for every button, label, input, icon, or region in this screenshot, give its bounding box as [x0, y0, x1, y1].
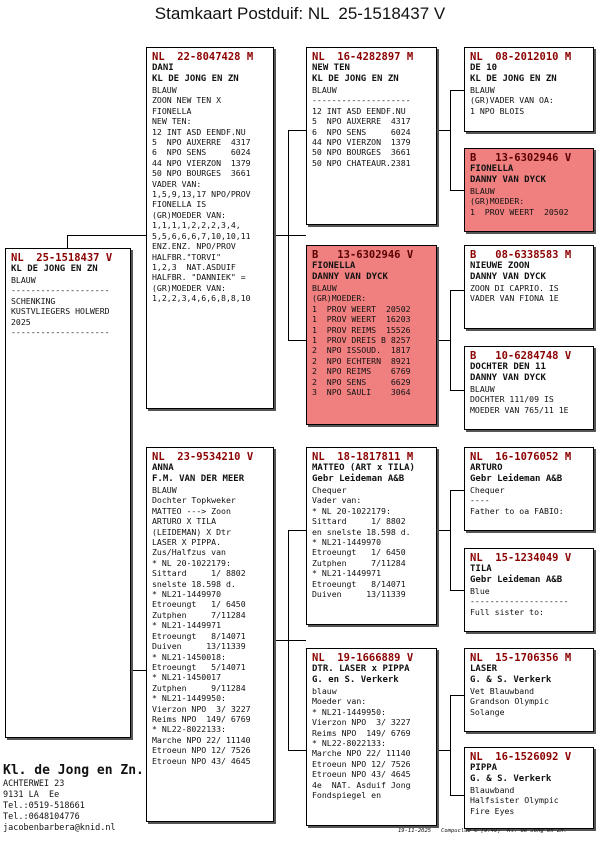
info-line: 1,5,9,13,17 NPO/PROV	[152, 189, 251, 200]
info-line: 44 NPO VIERZON 1379	[152, 157, 251, 168]
info-line: Solange	[470, 706, 505, 717]
ring-number: NL 15-1234049 V	[470, 552, 572, 564]
breeder-name: Gebr Leideman A&B	[470, 474, 563, 484]
info-line: 5 NPO AUXERRE 4317	[152, 137, 251, 148]
info-line: 1 PROV WEERT 20502	[312, 303, 411, 314]
info-line: * NL21-1450017	[152, 672, 222, 683]
breeder-name: DANNY VAN DYCK	[470, 175, 546, 185]
info-line: HALFBR. "DANNIEK" =	[152, 272, 246, 283]
breeder-name: DANNY VAN DYCK	[470, 272, 546, 282]
info-line: VADER VAN FIONA 1E	[470, 293, 559, 304]
ring-number: NL 25-1518437 V	[11, 252, 113, 264]
connector-line	[288, 340, 306, 341]
info-line: Fire Eyes	[470, 805, 515, 816]
info-line: BLAUW	[470, 384, 495, 394]
breeder-name: KL DE JONG EN ZN	[470, 74, 557, 84]
ring-number: B 13-6302946 V	[312, 249, 414, 261]
info-line: Dochter Topkweker	[152, 495, 236, 506]
pigeon-card-ff	[306, 47, 437, 225]
pigeon-card-fm	[306, 245, 437, 425]
info-line: MATTEO ---> Zoon	[152, 505, 231, 516]
info-line: 1,1,1,1,2,2,2,3,4,	[152, 220, 241, 231]
breeder-name: G. & S. Verkerk	[470, 675, 552, 685]
connector-line	[450, 590, 464, 591]
info-line: Halfsister Olympic	[470, 795, 559, 806]
pigeon-card-mother	[146, 447, 274, 822]
connector-line	[450, 490, 464, 491]
ring-number: NL 16-1076052 M	[470, 451, 572, 463]
pigeon-card-mm	[306, 648, 437, 826]
info-line: 2 NPO SENS 6629	[312, 376, 411, 387]
info-line: Zutphen 7/11284	[312, 557, 406, 568]
info-line: * NL21-1449970	[152, 589, 222, 600]
info-line: MOEDER VAN 765/11 1E	[470, 404, 569, 415]
info-line: Chequer	[312, 485, 347, 495]
pigeon-name: MATTEO (ART x TILA)	[312, 463, 415, 473]
info-line: ZOON DI CAPRIO. IS	[470, 283, 559, 293]
breeder-name: KL DE JONG EN ZN	[11, 264, 98, 274]
info-line: BLAUW	[152, 485, 177, 495]
info-line: BLAUW	[11, 275, 36, 285]
info-line: 4e NAT. Asduif Jong	[312, 779, 411, 790]
pigeon-card-father	[146, 47, 274, 409]
info-line: 50 NPO BOURGES 3661	[312, 147, 411, 158]
info-line: Blauwband	[470, 785, 515, 795]
connector-line	[450, 190, 464, 191]
info-line: 1 PROV REIMS 15526	[312, 324, 411, 335]
info-line: BLAUW	[312, 85, 337, 95]
pigeon-card-mmm	[464, 747, 594, 829]
info-line: Grandson Olympic	[470, 696, 549, 707]
pigeon-card-mmf	[464, 648, 594, 732]
connector-line	[450, 795, 464, 796]
info-line: SCHENKING	[11, 295, 56, 306]
info-line: ZOON NEW TEN X	[152, 95, 222, 106]
info-line: * NL21-1449950:	[152, 693, 226, 704]
info-line: (GR)MOEDER VAN:	[152, 282, 226, 293]
info-line: NEW TEN:	[152, 116, 192, 127]
info-line: 12 INT ASD EENDF.NU	[152, 126, 246, 137]
pigeon-name: DOCHTER DEN 11	[470, 362, 546, 372]
connector-line	[288, 530, 306, 531]
connector-line	[288, 750, 306, 751]
info-line: ARTURO X TILA	[152, 516, 217, 527]
breeder-contact	[3, 762, 143, 834]
info-line: Zutphen 9/11284	[152, 682, 246, 693]
pigeon-card-ffm	[464, 148, 594, 232]
info-line: ENZ.ENZ. NPO/PROV	[152, 241, 236, 252]
info-line: 1 PROV DREIS B 8257	[312, 335, 411, 346]
ring-number: NL 16-1526092 V	[470, 751, 572, 763]
info-line: Full sister to:	[470, 606, 544, 617]
connector-line	[450, 290, 464, 291]
ring-number: B 08-6338583 M	[470, 249, 572, 261]
breeder-name: Gebr Leideman A&B	[312, 474, 405, 484]
info-line: (GR)VADER VAN OA:	[470, 95, 554, 106]
info-line: Etroeungt 5/14071	[152, 661, 246, 672]
footer-credits: 19-11-2025 Compuclub © [9.49] Kl. de Jong en Zn.	[398, 828, 567, 834]
ring-number: NL 19-1666889 V	[312, 652, 414, 664]
breeder-phone: Tel.:0519-518661	[3, 801, 85, 811]
connector-line	[437, 750, 450, 751]
info-line: Etroeun NPO 43/ 4645	[312, 769, 411, 780]
info-line: ----	[470, 495, 490, 506]
breeder-name: DANNY VAN DYCK	[470, 373, 546, 383]
connector-line	[450, 390, 464, 391]
pigeon-name: DANI	[152, 63, 174, 73]
info-line: 12 INT ASD EENDF.NU	[312, 105, 406, 116]
info-line: Reims NPO 149/ 6769	[152, 713, 251, 724]
info-line: 6 NPO SENS 6024	[152, 147, 251, 158]
info-line: 3 NPO SAULI 3064	[312, 387, 411, 398]
info-line: Etroeungt 8/14071	[312, 578, 406, 589]
info-line: Sittard 1/ 8802	[312, 516, 406, 527]
info-line: 1,2,3 NAT.ASDUIF	[152, 261, 236, 272]
pigeon-card-main	[5, 248, 131, 738]
info-line: Moeder van:	[312, 696, 367, 707]
ring-number: NL 15-1706356 M	[470, 652, 572, 664]
connector-line	[437, 130, 450, 131]
info-line: * NL21-1449970	[312, 537, 382, 548]
info-line: --------------------	[312, 95, 411, 106]
info-line: Chequer	[470, 485, 505, 495]
connector-line	[450, 90, 451, 190]
info-line: KUSTVLIEGERS HOLWERD	[11, 306, 110, 317]
info-line: Etroeungt 1/ 6450	[312, 547, 406, 558]
ring-number: NL 16-4282897 M	[312, 51, 414, 63]
pigeon-name: FIONELLA	[312, 261, 356, 271]
pigeon-name: PIPPA	[470, 763, 498, 773]
info-line: VADER VAN:	[152, 178, 202, 189]
info-line: Zus/Halfzus van	[152, 547, 226, 558]
connector-line	[288, 130, 306, 131]
connector-line	[450, 490, 451, 590]
pigeon-card-fmf	[464, 245, 594, 329]
info-line: Etroeungt 1/ 6450	[152, 599, 246, 610]
pigeon-name: NEW TEN	[312, 63, 350, 73]
info-line: (GR)MOEDER:	[470, 196, 525, 207]
info-line: BLAUW	[152, 85, 177, 95]
info-line: Reims NPO 149/ 6769	[312, 727, 411, 738]
info-line: snelste 18.598 d.	[152, 578, 236, 589]
pigeon-card-mff	[464, 447, 594, 531]
info-line: * NL22-8022133:	[152, 724, 226, 735]
pigeon-card-fmm	[464, 346, 594, 430]
pigeon-name: ARTURO	[470, 463, 503, 473]
info-line: * NL21-1449971	[152, 620, 222, 631]
info-line: Marche NPO 22/ 11140	[312, 748, 411, 759]
breeder-name: DANNY VAN DYCK	[312, 272, 388, 282]
connector-line	[450, 695, 451, 795]
info-line: Zutphen 7/11284	[152, 609, 246, 620]
info-line: Etroeungt 8/14071	[152, 630, 246, 641]
ring-number: NL 08-2012010 M	[470, 51, 572, 63]
info-line: --------------------	[470, 596, 569, 607]
info-line: Vierzon NPO 3/ 3227	[152, 703, 251, 714]
info-line: Vader van:	[312, 495, 362, 506]
info-line: HALFBR."TORVI"	[152, 251, 222, 262]
info-line: Vet Blauwband	[470, 686, 535, 696]
info-line: 2 NPO ISSOUD. 1817	[312, 345, 411, 356]
connector-line	[450, 290, 451, 390]
info-line: 5,5,6,6,6,7,10,10,11	[152, 230, 251, 241]
info-line: * NL21-1449950:	[312, 706, 386, 717]
info-line: 2 NPO ECHTERN 8921	[312, 355, 411, 366]
pigeon-card-mfm	[464, 548, 594, 632]
pigeon-card-mf	[306, 447, 437, 625]
connector-line	[450, 90, 464, 91]
info-line: 44 NPO VIERZON 1379	[312, 137, 411, 148]
info-line: Etroeun NPO 43/ 4645	[152, 755, 251, 766]
info-line: (LEIDEMAN) X Dtr	[152, 526, 231, 537]
breeder-address: ACHTERWEI 23	[3, 779, 65, 789]
pigeon-name: TILA	[470, 564, 492, 574]
info-line: (GR)MOEDER:	[312, 293, 367, 304]
info-line: 1 NPO BLOIS	[470, 105, 525, 116]
pigeon-card-fff	[464, 47, 594, 132]
info-line: --------------------	[11, 285, 110, 296]
breeder-city: 9131 LA Ee	[3, 790, 60, 800]
info-line: BLAUW	[470, 85, 495, 95]
info-line: Etroeun NPO 12/ 7526	[312, 758, 411, 769]
info-line: * NL 20-1022179:	[152, 557, 231, 568]
info-line: 50 NPO CHATEAUR.2381	[312, 157, 411, 168]
info-line: DOCHTER 111/09 IS	[470, 394, 554, 405]
ring-number: NL 23-9534210 V	[152, 451, 254, 463]
info-line: BLAUW	[312, 283, 337, 293]
info-line: Duiven 13/11339	[312, 589, 406, 600]
pigeon-name: LASER	[470, 664, 498, 674]
ring-number: NL 18-1817811 M	[312, 451, 414, 463]
info-line: 2025	[11, 316, 31, 327]
info-line: Vierzon NPO 3/ 3227	[312, 717, 411, 728]
connector-line	[67, 235, 146, 236]
breeder-email: jacobenbarbera@knid.nl	[3, 823, 116, 833]
connector-line	[437, 530, 450, 531]
ring-number: NL 22-8047428 M	[152, 51, 254, 63]
info-line: * NL21-1449971	[312, 568, 382, 579]
info-line: Blue	[470, 586, 490, 596]
breeder-contact-name: Kl. de Jong en Zn.	[3, 763, 144, 778]
info-line: * NL 20-1022179:	[312, 505, 391, 516]
info-line: 1 PROV WEERT 20502	[470, 206, 569, 217]
info-line: BLAUW	[470, 186, 495, 196]
breeder-name: F.M. VAN DER MEER	[152, 474, 245, 484]
breeder-name: KL DE JONG EN ZN	[152, 74, 239, 84]
breeder-name: KL DE JONG EN ZN	[312, 74, 399, 84]
pigeon-name: ANNA	[152, 463, 174, 473]
info-line: Marche NPO 22/ 11140	[152, 734, 251, 745]
info-line: (GR)MOEDER VAN:	[152, 209, 226, 220]
info-line: Etroeun NPO 12/ 7526	[152, 745, 251, 756]
info-line: 6 NPO SENS 6024	[312, 126, 411, 137]
info-line: Sittard 1/ 8802	[152, 568, 246, 579]
info-line: LASER X PIPPA.	[152, 537, 222, 548]
info-line: 5 NPO AUXERRE 4317	[312, 116, 411, 127]
ring-number: B 13-6302946 V	[470, 152, 572, 164]
info-line: Father to oa FABIO:	[470, 505, 564, 516]
pigeon-name: FIONELLA	[470, 164, 514, 174]
ring-number: B 10-6284748 V	[470, 350, 572, 362]
breeder-name: Gebr Leideman A&B	[470, 575, 563, 585]
info-line: 50 NPO BOURGES 3661	[152, 168, 251, 179]
info-line: 1,2,2,3,4,6,6,8,8,10	[152, 293, 251, 304]
info-line: blauw	[312, 686, 337, 696]
info-line: FIONELLA IS	[152, 199, 207, 210]
connector-line	[437, 340, 450, 341]
breeder-phone: Tel.:0648104776	[3, 812, 80, 822]
info-line: 2 NPO REIMS 6769	[312, 366, 411, 377]
breeder-name: G. en S. Verkerk	[312, 675, 399, 685]
info-line: Fondspiegel en	[312, 790, 382, 801]
info-line: * NL22-8022133:	[312, 738, 386, 749]
page-title: Stamkaart Postduif: NL 25-1518437 V	[154, 4, 446, 23]
breeder-name: G. & S. Verkerk	[470, 774, 552, 784]
connector-line	[274, 640, 306, 641]
info-line: FIONELLA	[152, 105, 192, 116]
info-line: Duiven 13/11339	[152, 641, 246, 652]
pigeon-name: DTR. LASER x PIPPA	[312, 664, 410, 674]
info-line: --------------------	[11, 327, 110, 338]
connector-line	[450, 695, 464, 696]
connector-line	[274, 235, 306, 236]
info-line: en snelste 18.598 d.	[312, 526, 411, 537]
pigeon-name: NIEUWE ZOON	[470, 261, 530, 271]
info-line: 1 PROV WEERT 16203	[312, 314, 411, 325]
info-line: * NL21-1450018:	[152, 651, 226, 662]
pigeon-name: DE 10	[470, 63, 498, 73]
